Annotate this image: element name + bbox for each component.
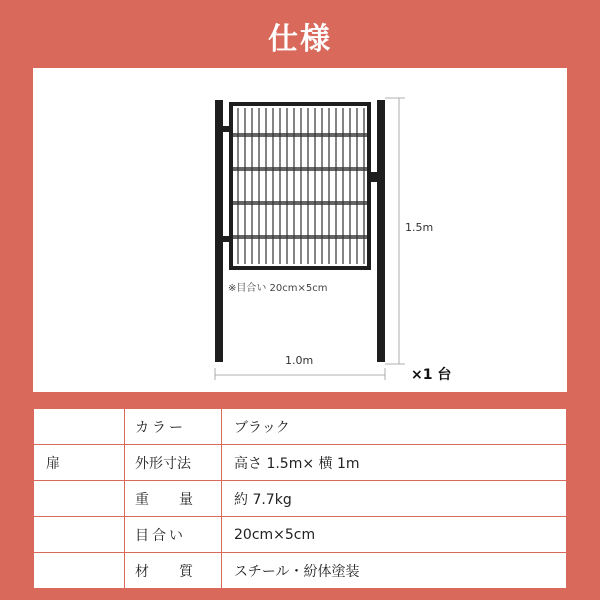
table-row	[34, 553, 567, 589]
spec-label: カラー	[125, 409, 222, 445]
latch	[369, 172, 377, 182]
mesh-vertical-bars	[238, 108, 364, 264]
spec-label: 外形寸法	[125, 445, 222, 481]
category-cell-empty	[34, 481, 125, 517]
spec-value: 約 7.7kg	[222, 481, 567, 517]
right-post	[377, 100, 385, 362]
table-row	[34, 409, 567, 445]
product-diagram-panel	[33, 68, 567, 392]
mesh-note: ※目合い 20cm×5cm	[228, 283, 328, 294]
spec-value: スチール・紛体塗装	[222, 553, 567, 589]
hinge-upper	[221, 126, 233, 132]
spec-label: 目合い	[125, 517, 222, 553]
spec-value: ブラック	[222, 409, 567, 445]
spec-table	[33, 408, 567, 589]
mesh-horizontal-bars	[233, 134, 367, 238]
left-post	[215, 100, 223, 362]
hinge-lower	[221, 236, 233, 242]
spec-value: 20cm×5cm	[222, 517, 567, 553]
table-row	[34, 517, 567, 553]
table-row	[34, 445, 567, 481]
width-dimension-label: 1.0m	[285, 354, 314, 367]
spec-label: 材 質	[125, 553, 222, 589]
page-title: 仕様	[268, 22, 332, 57]
category-cell-empty	[34, 517, 125, 553]
gate-illustration	[33, 68, 567, 392]
table-row	[34, 481, 567, 517]
height-dimension-label: 1.5m	[405, 221, 434, 234]
spec-label: 重 量	[125, 481, 222, 517]
quantity-label: ×1 台	[411, 367, 452, 383]
spec-value: 高さ 1.5m× 横 1m	[222, 445, 567, 481]
category-cell-empty	[34, 553, 125, 589]
category-cell-empty	[34, 409, 125, 445]
dimension-lines	[215, 98, 405, 380]
category-cell: 扉	[34, 445, 125, 481]
